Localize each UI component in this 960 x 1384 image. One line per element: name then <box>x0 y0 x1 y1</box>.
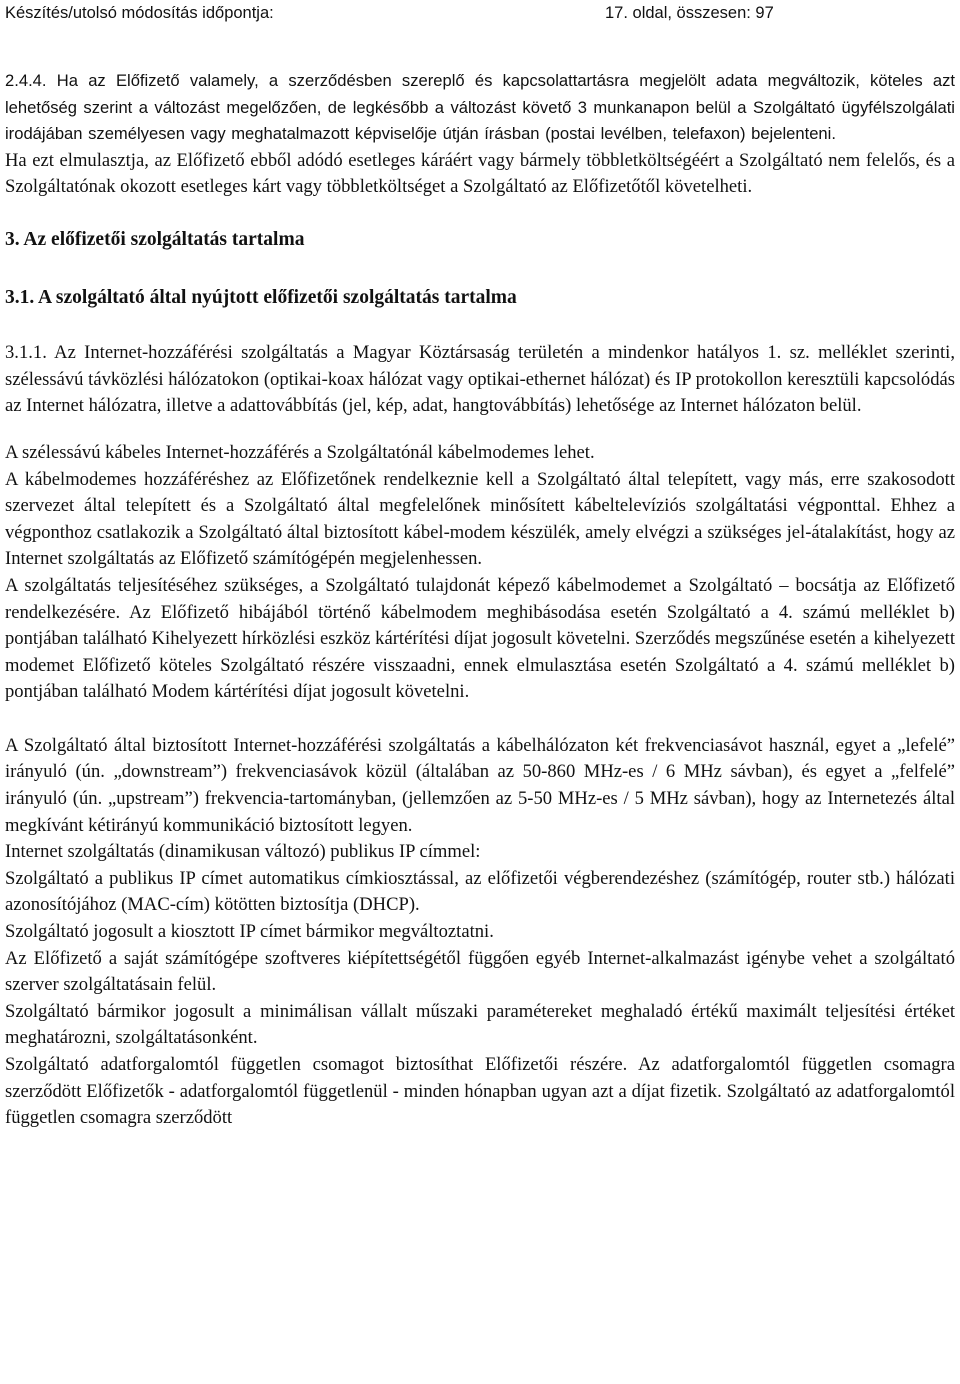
document-body <box>5 68 955 1132</box>
paragraph-cable-access: A szélessávú kábeles Internet-hozzáférés a Szolgáltatónál kábelmodemes lehet. <box>5 441 595 463</box>
paragraph-3-1-1: 3.1.1. Az Internet-hozzáférési szolgáltatás a Magyar Köztársaság területén a mindenkor hatályos 1. sz. melléklet szerinti, szélessávú távközlési hálózatokon (optikai-koax hálózat vagy optikai-ethernet hálózat) és IP protokollon keresztüli kapcsolódás az Internet hálózatra, illetve a adattovábbítás (jel, kép, adat, hangtovábbítás) lehetősége az Internet hálózaton belül. <box>5 342 955 417</box>
paragraph-dhcp: Szolgáltató a publikus IP címet automatikus címkiosztással, az előfizetői végberendezéshez (számítógép, router stb.) hálózati azonosítójához (MAC-cím) kötötten biztosítja (DHCP). <box>5 867 955 916</box>
paragraph-frequency-bands: A Szolgáltató által biztosított Internet-hozzáférési szolgáltatás a kábelhálózaton két frekvenciasávot használ, egyet a „lefelé” irányuló (ún. „downstream”) frekvenciasávok közül (általában az 50-860 MHz-es / 6 MHz sávban), és egyet a „felfelé” irányuló (ún. „upstream”) frekvencia-tartományban, (jellemzően az 5-50 MHz-es / 5 MHz sávban), hogy az Internetezés által megkívánt kétirányú kommunikáció biztosított legyen. <box>5 734 955 836</box>
paragraph-cable-modem-provision: A szolgáltatás teljesítéséhez szükséges, a Szolgáltató tulajdonát képező kábelmodemet a Szolgáltató – bocsátja az Előfizető rendelkezésére. Az Előfizető hibájából történő kábelmodem meghibásodása esetén Szolgáltató a 4. számú melléklet b) pontjában található Kihelyezett hírközlési eszköz kártérítési díjat jogosult követelni. Szerződés megszűnése esetén a kihelyezett modemet Előfizető köteles Szolgáltató részére visszaadni, ennek elmulasztása esetén Szolgáltató a 4. számú melléklet b) pontjában található Modem kártérítési díjat jogosult követelni. <box>5 574 956 703</box>
paragraph-other-applications: Az Előfizető a saját számítógépe szoftveres kiépítettségétől függően egyéb Internet-alkalmazást igénybe vehet a szolgáltató szerver szolgáltatásain felül. <box>5 947 955 996</box>
paragraph-2-4-4: 2.4.4. Ha az Előfizető valamely, a szerződésben szereplő és kapcsolattartásra megjelölt adata megváltozik, köteles azt lehetőség szerint a változást megelőzően, de legkésőbb a változást követő 3 munkanapon belül a Szolgáltató ügyfélszolgálati irodájában személyesen vagy meghatalmazott képviselője útján írásban (postai levélben, telefaxon) bejelenteni. <box>5 71 955 144</box>
section-heading-3-1: 3.1. A szolgáltató által nyújtott előfizetői szolgáltatás tartalma <box>5 286 517 308</box>
paragraph-liability: Ha ezt elmulasztja, az Előfizető ebből adódó esetleges káráért vagy bármely többletköltségéért a Szolgáltató nem felelős, és a Szolgáltatónak okozott esetleges kárt vagy többletköltséget a Szolgáltató az Előfizetőtől követelheti. <box>5 149 955 198</box>
paragraph-max-performance: Szolgáltató bármikor jogosult a minimálisan vállalt műszaki paramétereket meghaladó értékű maximált teljesítési értéket meghatározni, szolgáltatásonként. <box>5 1000 955 1049</box>
page-header <box>5 2 955 24</box>
header-modified-label: Készítés/utolsó módosítás időpontja: <box>5 4 274 22</box>
paragraph-flat-rate-package: Szolgáltató adatforgalomtól független csomagot biztosíthat Előfizetői részére. Az adatforgalomtól független csomagra szerződött Előfizetők - adatforgalomtól függetlenül - minden hónapban ugyan azt a díjat fizetik. Szolgáltató az adatforgalomtól független csomagra szerződött <box>5 1054 955 1129</box>
section-heading-3: 3. Az előfizetői szolgáltatás tartalma <box>5 228 305 250</box>
paragraph-public-ip-title: Internet szolgáltatás (dinamikusan változó) publikus IP címmel: <box>5 841 481 863</box>
header-page-counter: 17. oldal, összesen: 97 <box>605 4 774 22</box>
paragraph-cable-modem-access: A kábelmodemes hozzáféréshez az Előfizetőnek rendelkeznie kell a Szolgáltató által telepített, vagy más, erre szakosodott szervezet által telepített és a Szolgáltató által megfelelőnek minősített kábeltelevíziós szolgáltatási végponttal. Ehhez a végponthoz csatlakozik a Szolgáltató által biztosított kábel-modem készülék, amely elvégzi a szükséges jel-átalakítást, hogy az Internet szolgáltatás az Előfizető számítógépén megjelenhessen. <box>5 468 955 570</box>
paragraph-ip-change: Szolgáltató jogosult a kiosztott IP címet bármikor megváltoztatni. <box>5 921 494 943</box>
